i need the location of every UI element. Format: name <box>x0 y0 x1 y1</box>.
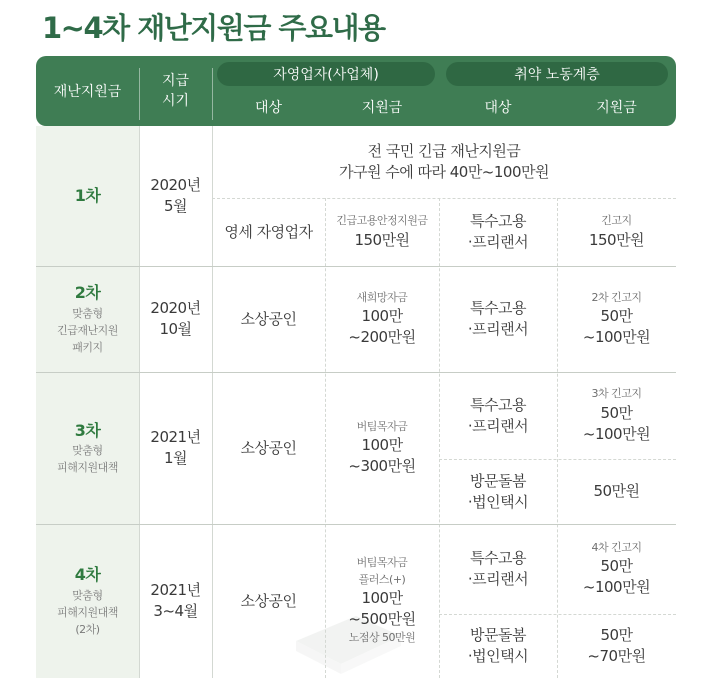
round-2-biz-target: 소상공인 <box>240 309 297 328</box>
universal-line: 가구원 수에 따라 40만~100만원 <box>339 163 549 181</box>
universal-line: 전 국민 긴급 재난지원금 <box>367 142 521 160</box>
round-sub: 피해지원대책 <box>57 605 118 619</box>
program-name: 4차 긴고지 <box>591 540 642 554</box>
target-line: 특수고용 <box>470 299 526 317</box>
amount: 50만 <box>600 403 633 422</box>
round-3-labor-a-amount <box>557 372 676 459</box>
amount: 100만 <box>361 307 403 326</box>
amount: 50만 <box>600 626 633 644</box>
header-date <box>139 56 212 126</box>
header-biz-amount: 지원금 <box>361 100 403 116</box>
round-3-biz-amount <box>325 372 439 524</box>
round-4-labor-b-amount <box>557 614 676 678</box>
round-title: 4차 <box>74 565 101 585</box>
round-4-labor-a-target <box>439 524 557 614</box>
round-2-labor-target <box>439 266 557 372</box>
header-labor-amount: 지원금 <box>596 100 637 116</box>
round-3-labor-a-target <box>439 372 557 459</box>
round-4-labor-b-target <box>439 614 557 678</box>
round-sub: 맞춤형 <box>72 444 103 458</box>
program-name: 버팀목자금 <box>356 556 408 570</box>
amount: 150만원 <box>588 230 645 249</box>
date-line: 2020년 <box>150 176 201 194</box>
amount: ~100만원 <box>582 328 651 347</box>
program-name: 긴급고용안정지원금 <box>336 214 428 228</box>
target-line: 특수고용 <box>470 549 526 567</box>
round-2-date <box>139 266 212 372</box>
amount: 100만 <box>361 589 403 608</box>
program-name: 버팀목자금 <box>356 419 408 433</box>
round-1-labor-amount <box>557 198 676 266</box>
date-line: 1월 <box>163 449 188 467</box>
target-line: ·법인택시 <box>467 492 529 511</box>
round-title: 3차 <box>74 420 101 440</box>
round-title: 2차 <box>74 283 101 303</box>
round-1-labor-target <box>439 198 557 266</box>
round-4-date <box>139 524 212 678</box>
amount: 50만 <box>600 307 633 326</box>
header-group-business: 자영업자(사업체) <box>217 62 435 86</box>
date-line: 2020년 <box>150 299 201 317</box>
header-date-line2: 시기 <box>161 93 190 109</box>
table-header <box>36 56 676 126</box>
round-2-label <box>36 266 139 372</box>
round-3-label <box>36 372 139 524</box>
amount: ~100만원 <box>582 424 651 443</box>
universal-support <box>212 126 676 198</box>
round-3-labor-b-amount: 50만원 <box>593 482 640 500</box>
target-line: ·프리랜서 <box>467 570 529 588</box>
date-line: 2021년 <box>150 428 201 446</box>
header-labor-target: 대상 <box>484 100 512 116</box>
round-3-date <box>139 372 212 524</box>
round-1-label: 1차 <box>74 185 101 205</box>
amount: ~300만원 <box>348 457 416 476</box>
target-line: 방문돌봄 <box>470 471 526 490</box>
round-1-date <box>139 126 212 266</box>
round-1-biz-amount <box>325 198 439 266</box>
round-sub: 맞춤형 <box>72 306 103 320</box>
date-line: 3~4월 <box>153 602 198 620</box>
date-line: 2021년 <box>150 581 201 599</box>
round-4-labor-a-amount <box>557 524 676 614</box>
target-line: ·법인택시 <box>467 647 529 665</box>
date-line: 5월 <box>163 197 188 215</box>
amount: ~200만원 <box>348 328 416 347</box>
header-date-line1: 지급 <box>161 72 190 89</box>
target-line: ·프리랜서 <box>467 233 529 251</box>
target-line: ·프리랜서 <box>467 320 529 338</box>
program-name: 새희망자금 <box>356 290 408 304</box>
header-biz-target: 대상 <box>254 100 283 116</box>
round-4-label <box>36 524 139 678</box>
header-round: 재난지원금 <box>53 84 122 100</box>
program-name: 긴고지 <box>601 214 632 228</box>
date-line: 10월 <box>159 320 192 338</box>
amount: ~70만원 <box>587 647 646 665</box>
round-4-biz-target: 소상공인 <box>240 591 297 610</box>
round-sub: 피해지원대책 <box>57 461 118 475</box>
round-3-labor-b-target <box>439 459 557 524</box>
amount: ~100만원 <box>582 578 651 597</box>
target-line: 특수고용 <box>470 212 526 230</box>
round-4-biz-amount <box>325 524 439 678</box>
program-name: 2차 긴고지 <box>591 290 642 304</box>
program-name: 플러스(+) <box>358 572 406 586</box>
program-name: 3차 긴고지 <box>591 387 642 401</box>
amount: 50만 <box>600 557 633 576</box>
round-sub: 긴급재난지원 <box>57 323 118 337</box>
amount: ~500만원 <box>348 610 416 629</box>
amount-note: 노점상 50만원 <box>348 631 416 645</box>
page-title: 1~4차 재난지원금 주요내용 <box>42 11 385 45</box>
amount: 100만 <box>361 436 403 455</box>
round-2-labor-amount <box>557 266 676 372</box>
round-2-biz-amount <box>325 266 439 372</box>
round-sub: 맞춤형 <box>72 588 103 602</box>
table-body <box>36 126 676 678</box>
target-line: 특수고용 <box>470 395 526 414</box>
amount: 150만원 <box>354 230 410 249</box>
target-line: 방문돌봄 <box>470 626 526 644</box>
round-3-biz-target: 소상공인 <box>240 438 297 457</box>
round-sub: 패키지 <box>72 340 103 354</box>
target-line: ·프리랜서 <box>467 416 529 435</box>
round-1-biz-target: 영세 자영업자 <box>224 222 313 241</box>
round-sub: (2차) <box>75 622 100 636</box>
header-group-labor: 취약 노동계층 <box>446 62 668 86</box>
